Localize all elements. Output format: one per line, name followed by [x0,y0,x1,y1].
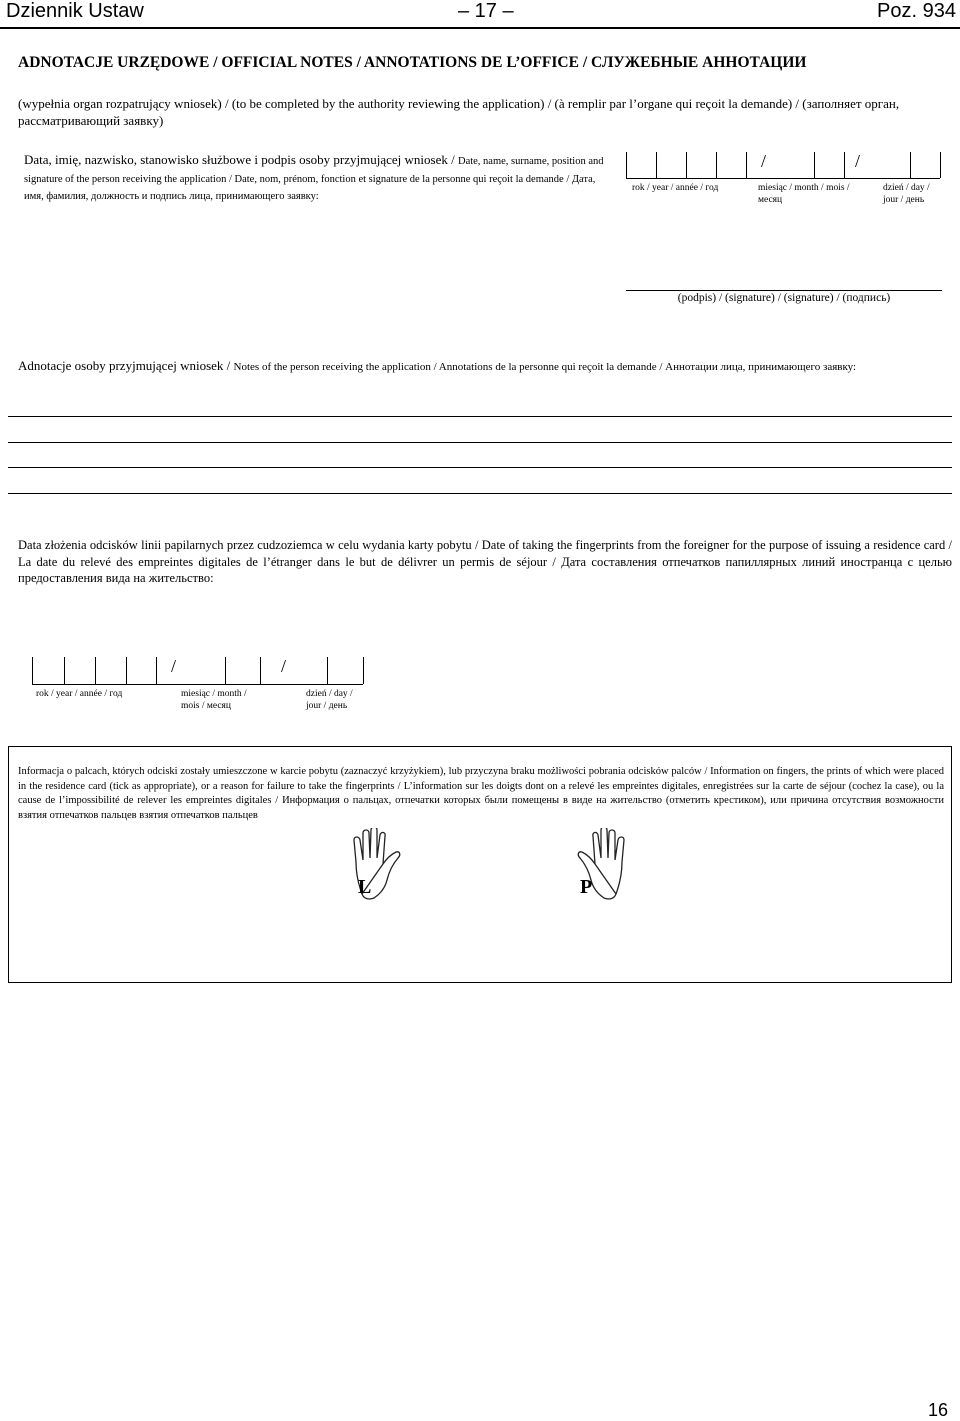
right-hand-label: P [580,876,593,898]
year-digit-3[interactable] [686,152,717,178]
receipt-date-field[interactable] [626,152,940,179]
notes-label-rest: Notes of the person receiving the application / Annotations de la personne qui reçoit la demande / Аннотации лица, принимающего заявку: [233,361,857,373]
notes-label-main: Adnotacje osoby przyjmującej wniosek / [18,358,231,373]
day-label: dzień / day / jour / день [306,689,353,711]
hands-diagram [340,828,640,908]
year-digit-2[interactable] [64,657,96,684]
notes-line[interactable] [8,442,952,443]
fingerprint-date-label: Data złożenia odcisków linii papilarnych przez cudzoziemca w celu wydania karty pobytu / Date of taking the fingerprints from the foreigner for the purpose of issuing a residence card / La date du relevé des empreintes digitales de l’étranger dans le but de délivrer un permis de séjour / Дата составления отпечатков папиллярных линий иностранца с целью предоставления вида на жительство: [18,538,952,585]
receiver-label-main: Data, imię, nazwisko, stanowisko służbowe i podpis osoby przyjmującej wniosek / [24,152,455,167]
date-separator: / [761,151,767,171]
page-marker: – 17 – [458,0,514,22]
receiver-label [24,152,612,205]
month-digit-1[interactable] [746,152,815,178]
notes-line[interactable] [8,467,952,468]
year-digit-2[interactable] [656,152,687,178]
month-digit-2[interactable] [814,152,845,178]
notes-line[interactable] [8,493,952,494]
fingerprint-date-field[interactable] [32,657,363,685]
month-digit-2[interactable] [225,657,261,684]
year-digit-1[interactable] [627,152,657,178]
page-number: 16 [927,1400,948,1420]
page-title: ADNOTACJE URZĘDOWE / OFFICIAL NOTES / ANNOTATIONS DE L’OFFICE / СЛУЖЕБНЫЕ АННОТАЦИИ [18,54,807,71]
month-label: miesiąc / month / mois / месяц [181,689,247,711]
month-digit-1[interactable] [156,657,226,684]
notes-label [18,358,953,375]
day-digit-1[interactable] [260,657,328,684]
journal-name: Dziennik Ustaw [6,0,144,22]
year-label: rok / year / année / год [36,689,123,699]
day-digit-2[interactable] [910,152,941,178]
day-digit-2[interactable] [327,657,364,684]
year-digit-1[interactable] [33,657,65,684]
left-hand-label: L [358,876,372,898]
signature-line[interactable] [626,290,942,291]
date-separator: / [281,656,287,676]
month-label: miesiąc / month / mois / месяц [758,183,850,205]
year-digit-4[interactable] [126,657,157,684]
finger-info-label: Informacja o palcach, których odciski zostały umieszczone w karcie pobytu (zaznaczyć krzyżykiem), lub przyczyna braku możliwości pobrania odcisków palców / Information on fingers, the prints of which were placed in the residence card (tick as appropriate), or a reason for failure to take the fingerprints / L’information sur les doigts dont on a relevé les empreintes digitales, enregistrées sur la carte de séjour (cochez la case), ou la cause de l’impossibilité de relever les empreintes digitales / Информация о пальцах, отпечатки которых были помещены в виде на жительство (отметить крестиком), или причина отсутствия возможности взятия отпечатков пальцев взятия отпечатков пальцев [18,766,944,821]
signature-label: (podpis) / (signature) / (signature) / (подпись) [677,292,891,304]
notes-line[interactable] [8,416,952,417]
receiver-label-rest: Date, name, surname, position and signature of the person receiving the application / Date, nom, prénom, fonction et signature de la personne qui reçoit la demande / Дата, имя, фамилия, должность и подпись лица, принимающего заявку: [24,156,604,202]
header-rule [0,27,960,29]
date-separator: / [855,151,861,171]
year-digit-4[interactable] [716,152,747,178]
day-label: dzień / day / jour / день [883,183,930,205]
page-subtitle: (wypełnia organ rozpatrujący wniosek) / (to be completed by the authority reviewing the application) / (à remplir par l’organe qui reçoit la demande) / (заполняет орган, рассматривающий заявку) [18,96,900,128]
year-label: rok / year / année / год [632,183,719,193]
year-digit-3[interactable] [95,657,127,684]
position-number: Poz. 934 [877,0,956,22]
date-separator: / [171,656,177,676]
